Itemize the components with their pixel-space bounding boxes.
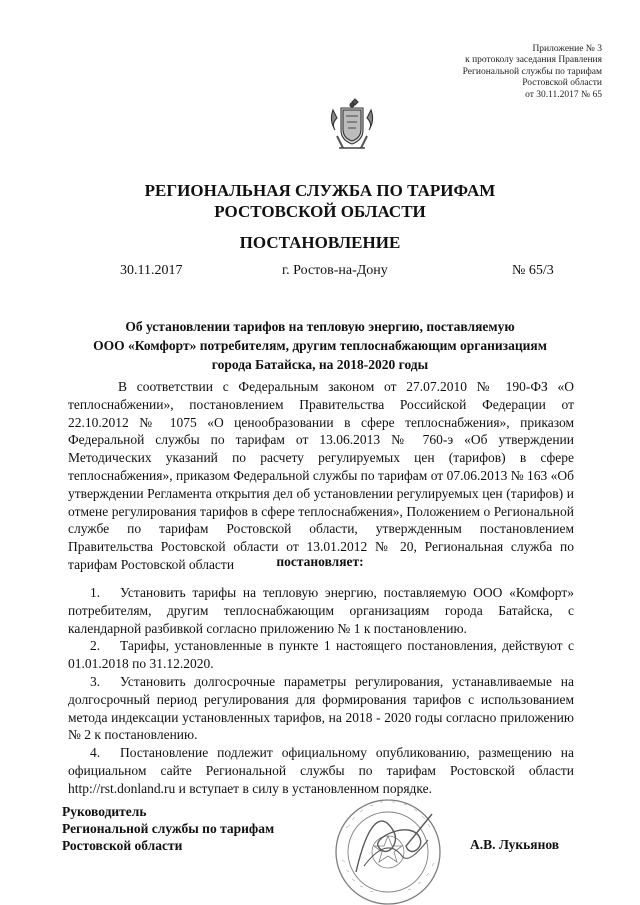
item-text: Установить долгосрочные параметры регулирования, устанавливаемые на долгосрочный период регулирования для формирования тарифов с использованием метода индексации установленных тарифов, на 2018 - 2020 годы согласно приложению № 2 к постановлению. (68, 673, 574, 743)
resolution-item (68, 584, 574, 637)
signer-line2: Региональной службы по тарифам (62, 821, 275, 836)
document-number: № 65/3 (512, 263, 554, 278)
appendix-line: Региональной службы по тарифам (462, 66, 602, 77)
signer-line1: Руководитель (62, 804, 147, 819)
subject-line1: Об установлении тарифов на тепловую энергию, поставляемую (125, 319, 515, 334)
signer-name: А.В. Лукьянов (470, 837, 560, 852)
appendix-line: Ростовской области (522, 78, 602, 89)
org-name-line1: РЕГИОНАЛЬНАЯ СЛУЖБА ПО ТАРИФАМ (144, 181, 496, 200)
item-number: 1. (90, 585, 101, 600)
resolves-heading: постановляет: (276, 554, 364, 569)
item-text: Тарифы, установленные в пункте 1 настоящего постановления, действуют с 01.01.2018 по 31.12.2020. (68, 638, 574, 672)
appendix-note (463, 44, 602, 101)
appendix-line: Приложение № 3 (532, 44, 602, 54)
item-text: Установить тарифы на тепловую энергию, поставляемую ООО «Комфорт» потребителям, другим теплоснабжающим организациям города Батайска, с календарной разбивкой согласно приложению № 1 к постановлению. (68, 585, 574, 636)
resolution-items (68, 584, 574, 798)
document-type: ПОСТАНОВЛЕНИЕ (239, 233, 401, 252)
resolution-item (68, 673, 574, 744)
item-number: 2. (90, 638, 101, 654)
signer-line3: Ростовской области (62, 838, 183, 853)
subject-line3: города Батайска, на 2018-2020 годы (211, 357, 429, 372)
subject-line2: ООО «Комфорт» потребителям, другим теплоснабжающим организациям (93, 338, 547, 353)
document-city: г. Ростов-на-Дону (282, 263, 388, 278)
document-subject (70, 317, 570, 374)
resolution-item (68, 637, 574, 673)
coat-of-arms-icon (327, 96, 377, 156)
preamble-paragraph: В соответствии с Федеральным законом от 27.07.2010 № 190-ФЗ «О теплоснабжении», постановлением Правительства Российской Федерации от 22.10.2012 № 1075 «О ценообразовании в сфере теплоснабжения», приказом Федеральной службы по тарифам от 13.06.2013 № 760-э «Об утверждении Методических указаний по расчету регулируемых цен (тарифов) в сфере теплоснабжения», приказом Федеральной службы по тарифам от 07.06.2013 № 163 «Об утверждении Регламента открытия дел об установлении регулируемых цен (тарифов) и отмене регулирования тарифов в сфере теплоснабжения», Положением о Региональной службе по тарифам Ростовской области, утвержденным постановлением Правительства Ростовской области от 13.01.2012 № 20, Региональная служба по тарифам Ростовской области (68, 379, 574, 572)
item-number: 4. (90, 745, 101, 761)
item-number: 3. (90, 673, 101, 689)
appendix-line: от 30.11.2017 № 65 (525, 89, 602, 100)
document-date: 30.11.2017 (120, 263, 183, 278)
item-text: Постановление подлежит официальному опубликованию, размещению на официальном сайте Региональной службы по тарифам Ростовской области http://rst.donland.ru и вступает в силу в установленном порядке. (68, 745, 574, 796)
appendix-line: к протоколу заседания Правления (465, 55, 602, 66)
org-name (0, 180, 640, 222)
official-seal-icon (316, 780, 461, 905)
signer-position (62, 803, 274, 854)
org-name-line2: РОСТОВСКОЙ ОБЛАСТИ (214, 202, 426, 221)
